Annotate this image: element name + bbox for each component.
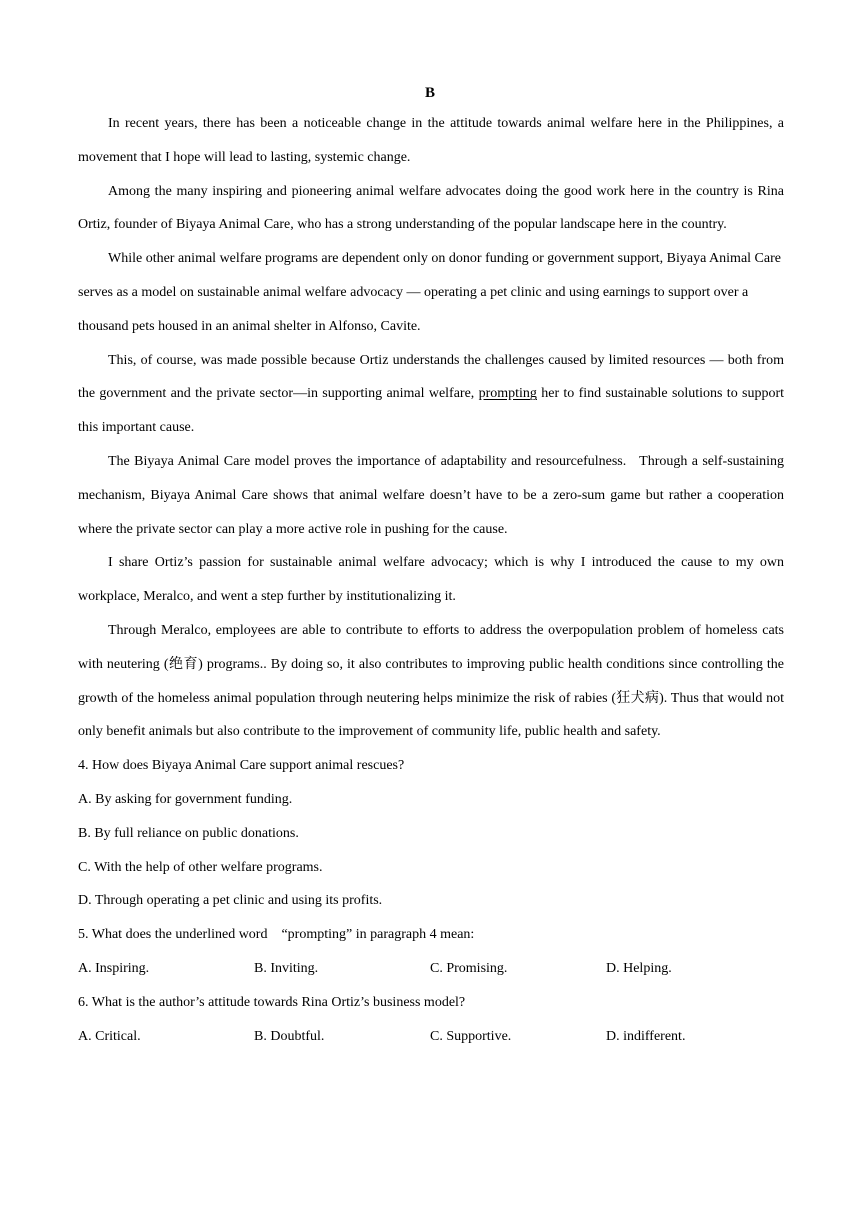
passage-and-questions xyxy=(78,107,788,1053)
question-4-option-a: A. By asking for government funding. xyxy=(78,791,293,807)
underlined-word: prompting xyxy=(478,386,537,402)
question-6-stem: 6. What is the author’s attitude towards Rina Ortiz’s business model? xyxy=(78,994,466,1010)
question-4-option-b: B. By full reliance on public donations. xyxy=(78,825,299,841)
question-5-options xyxy=(78,952,784,986)
paragraph-2: Among the many inspiring and pioneering animal welfare advocates doing the good work here in the country is Rina Ortiz, founder of Biyaya Animal Care, who has a strong understanding of the popular landscape here in the country. xyxy=(78,183,784,233)
question-4-option-d: D. Through operating a pet clinic and using its profits. xyxy=(78,893,383,909)
paragraph-4-text-after: her to find sustainable solutions to support this important cause. xyxy=(78,386,784,436)
question-6-option-d: D. indifferent. xyxy=(606,1028,686,1044)
paragraph-5: The Biyaya Animal Care model proves the importance of adaptability and resourcefulness. Through a self-sustaining mechanism, Biyaya Animal Care shows that animal welfare doesn’t have to be a zero-sum game but rather a cooperation where the private sector can play a more active role in pushing for the cause. xyxy=(78,453,788,537)
section-title: B xyxy=(424,85,435,101)
paragraph-1: In recent years, there has been a noticeable change in the attitude towards animal welfare here in the Philippines, a movement that I hope will lead to lasting, systemic change. xyxy=(78,116,784,165)
question-6-options xyxy=(78,1020,784,1054)
question-5-option-c: C. Promising. xyxy=(430,960,508,976)
question-6-option-b: B. Doubtful. xyxy=(254,1028,325,1044)
question-5-option-d: D. Helping. xyxy=(606,960,672,976)
paragraph-7: Through Meralco, employees are able to contribute to efforts to address the overpopulation problem of homeless cats with neutering (绝育) programs.. By doing so, it also contributes to improving public health conditions since controlling the growth of the homeless animal population through neutering helps minimize the risk of rabies (狂犬病). Thus that would not only benefit animals but also contribute to the improvement of community life, public health and safety. xyxy=(78,622,784,740)
paragraph-6: I share Ortiz’s passion for sustainable animal welfare advocacy; which is why I introduced the cause to my own workplace, Meralco, and went a step further by institutionalizing it. xyxy=(78,555,784,605)
paragraph-4 xyxy=(78,344,784,445)
question-5-option-b: B. Inviting. xyxy=(254,960,319,976)
question-6-option-c: C. Supportive. xyxy=(430,1028,512,1044)
question-5-option-a: A. Inspiring. xyxy=(78,960,150,976)
question-6-option-a: A. Critical. xyxy=(78,1028,141,1044)
paragraph-3: While other animal welfare programs are dependent only on donor funding or government support, Biyaya Animal Care serves as a model on sustainable animal welfare advocacy — operating a pet clinic and using earnings to support over a thousand pets housed in an animal shelter in Alfonso, Cavite. xyxy=(78,251,781,334)
question-5-stem: 5. What does the underlined word “prompting” in paragraph 4 mean: xyxy=(78,927,475,943)
question-4-option-c: C. With the help of other welfare programs. xyxy=(78,859,323,875)
paragraph-4-text-before: This, of course, was made possible because Ortiz understands the challenges caused by limited resources — both from the government and the private sector—in supporting animal welfare, xyxy=(78,352,784,402)
question-4-stem: 4. How does Biyaya Animal Care support animal rescues? xyxy=(78,758,405,774)
